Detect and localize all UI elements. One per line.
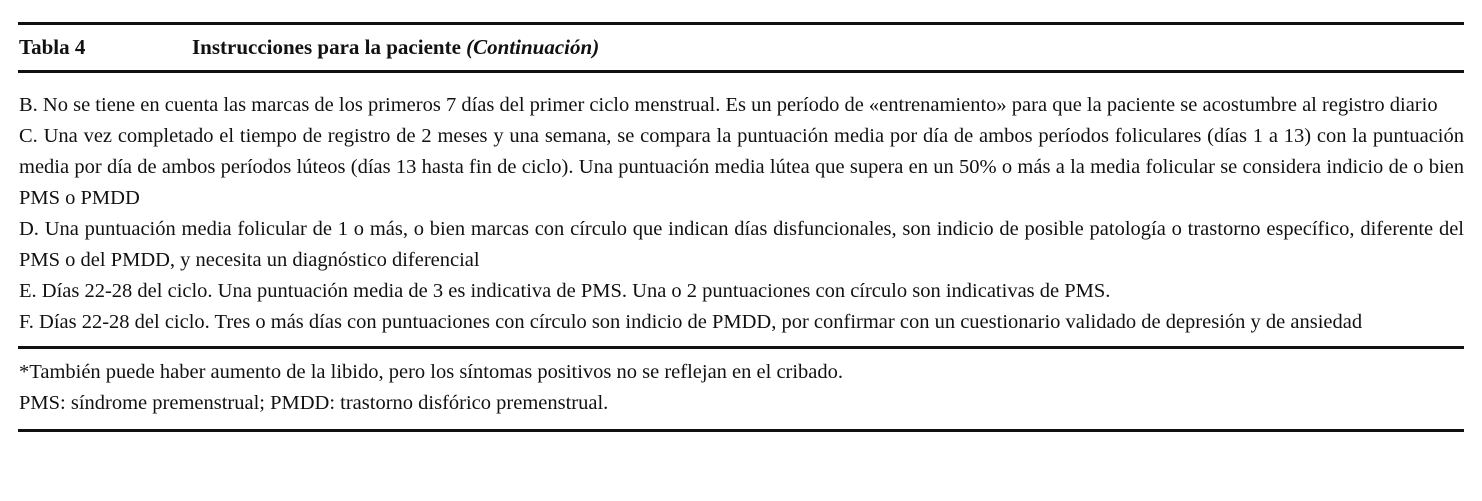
footnote-abbreviations: PMS: síndrome premenstrual; PMDD: trastorno disfórico premenstrual. (19, 392, 609, 414)
instruction-item-c: C. Una vez completado el tiempo de registro de 2 meses y una semana, se compara la puntuación media por día de ambos períodos foliculares (días 1 a 13) con la puntuación media por día de ambos períodos lúteos (días 13 hasta fin de ciclo). Una puntuación media lútea que supera en un 50% o más a la media folicular se considera indicio de o bien PMS o PMDD (19, 125, 1464, 209)
table-title-main: Instrucciones para la paciente (192, 35, 467, 59)
table-title (192, 35, 599, 60)
table-label: Tabla 4 (19, 35, 86, 59)
table-header (18, 25, 1464, 70)
instruction-item-f: F. Días 22-28 del ciclo. Tres o más días con puntuaciones con círculo son indicio de PMDD, por confirmar con un cuestionario validado de depresión y de ansiedad (19, 311, 1363, 333)
table-body (18, 73, 1464, 346)
table-title-continuation: (Continuación) (466, 35, 600, 59)
table-4 (18, 0, 1464, 432)
instruction-item-b: B. No se tiene en cuenta las marcas de los primeros 7 días del primer ciclo menstrual. Es un período de «entrenamiento» para que la paciente se acostumbre al registro diario (19, 94, 1438, 116)
footnote-libido: *También puede haber aumento de la libido, pero los síntomas positivos no se reflejan en el cribado. (19, 361, 844, 383)
table-footnotes (18, 349, 1464, 429)
bottom-rule (18, 429, 1464, 432)
instruction-item-e: E. Días 22-28 del ciclo. Una puntuación media de 3 es indicativa de PMS. Una o 2 puntuaciones con círculo son indicativas de PMS. (19, 280, 1111, 302)
instruction-item-d: D. Una puntuación media folicular de 1 o más, o bien marcas con círculo que indican días disfuncionales, son indicio de posible patología o trastorno específico, diferente del PMS o del PMDD, y necesita un diagnóstico diferencial (19, 218, 1464, 271)
